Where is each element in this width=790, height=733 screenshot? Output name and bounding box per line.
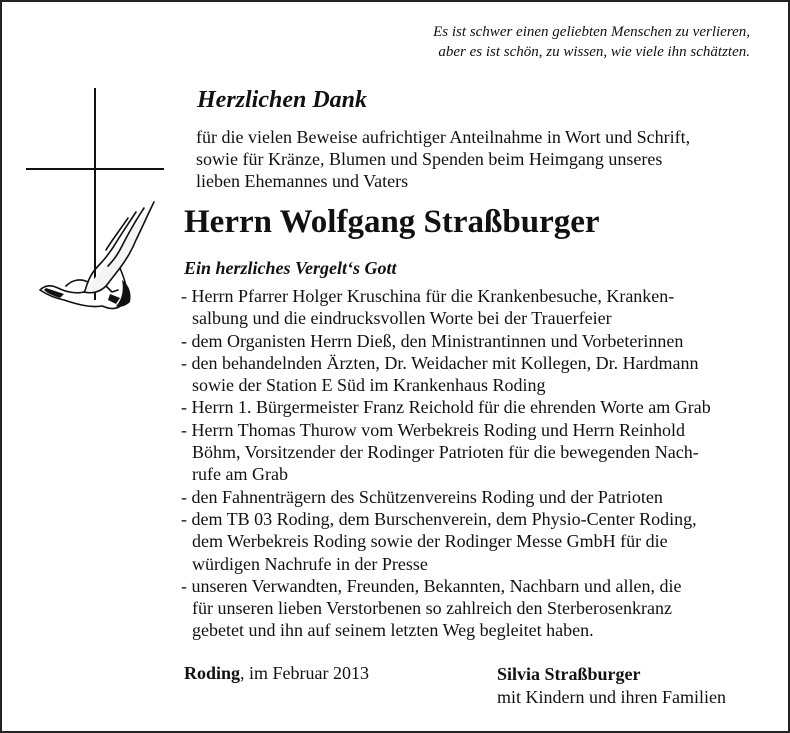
motto-quote xyxy=(350,22,750,62)
signature-block xyxy=(497,663,726,709)
heading-thanks: Herzlichen Dank xyxy=(197,87,368,113)
list-item-line: - unseren Verwandten, Freunden, Bekannten, Nachbarn und allen, die xyxy=(181,575,682,596)
list-item-line: rufe am Grab xyxy=(192,464,288,485)
place-date xyxy=(184,663,369,684)
list-item xyxy=(181,508,771,575)
list-item-line: - den Fahnenträgern des Schützenvereins Roding und der Patrioten xyxy=(181,486,663,507)
list-item-line: - dem TB 03 Roding, dem Burschenverein, dem Physio-Center Roding, xyxy=(181,508,697,529)
thanks-list xyxy=(181,285,771,642)
intro-line: sowie für Kränze, Blumen und Spenden beim Heimgang unseres xyxy=(196,149,663,169)
list-item-line: dem Werbekreis Roding sowie der Rodinger Messe GmbH für die xyxy=(192,531,668,552)
list-item-line: salbung und die eindrucksvollen Worte bei der Trauerfeier xyxy=(192,308,612,329)
list-item xyxy=(181,330,771,352)
list-item-line: - Herrn Thomas Thurow vom Werbekreis Roding und Herrn Reinhold xyxy=(181,419,685,440)
signature-family: mit Kindern und ihren Familien xyxy=(497,687,726,707)
intro-line: für die vielen Beweise aufrichtiger Anteilnahme in Wort und Schrift, xyxy=(196,127,691,147)
motto-line: Es ist schwer einen geliebten Menschen zu verlieren, xyxy=(433,24,750,40)
intro-text xyxy=(196,126,756,192)
list-item-line: - Herrn 1. Bürgermeister Franz Reichold für die ehrenden Worte am Grab xyxy=(181,397,711,418)
place-date-text: , im Februar 2013 xyxy=(240,663,370,683)
list-item-line: - Herrn Pfarrer Holger Kruschina für die Krankenbesuche, Kranken- xyxy=(181,286,675,306)
list-item-line: - den behandelnden Ärzten, Dr. Weidacher mit Kollegen, Dr. Hardmann xyxy=(181,352,699,373)
list-item xyxy=(181,486,771,508)
place-town: Roding xyxy=(184,663,241,683)
list-item xyxy=(181,419,771,486)
list-item-line: Böhm, Vorsitzender der Rodinger Patrioten für die bewegenden Nach- xyxy=(192,442,699,463)
vergelt-heading: Ein herzliches Vergelt‘s Gott xyxy=(184,258,397,278)
signature-name: Silvia Straßburger xyxy=(497,664,641,684)
list-item-line: für unseren lieben Verstorbenen so zahlreich den Sterberosenkranz xyxy=(192,598,672,619)
deceased-name: Herrn Wolfgang Straßburger xyxy=(184,204,600,240)
intro-line: lieben Ehemannes und Vaters xyxy=(196,171,409,191)
list-item-line: gebetet und ihn auf seinem letzten Weg begleitet haben. xyxy=(192,620,594,641)
praying-hands-icon xyxy=(36,194,166,318)
motto-line: aber es ist schön, zu wissen, wie viele ihn schätzten. xyxy=(438,44,750,60)
list-item xyxy=(181,352,771,397)
list-item-line: würdigen Nachrufe in der Presse xyxy=(192,553,428,574)
cross-horizontal-bar xyxy=(26,168,164,170)
list-item xyxy=(181,575,771,642)
list-item-line: sowie der Station E Süd im Krankenhaus Roding xyxy=(192,375,546,396)
list-item xyxy=(181,396,771,418)
list-item-line: - dem Organisten Herrn Dieß, den Ministrantinnen und Vorbeterinnen xyxy=(181,330,684,351)
list-item xyxy=(181,285,771,330)
